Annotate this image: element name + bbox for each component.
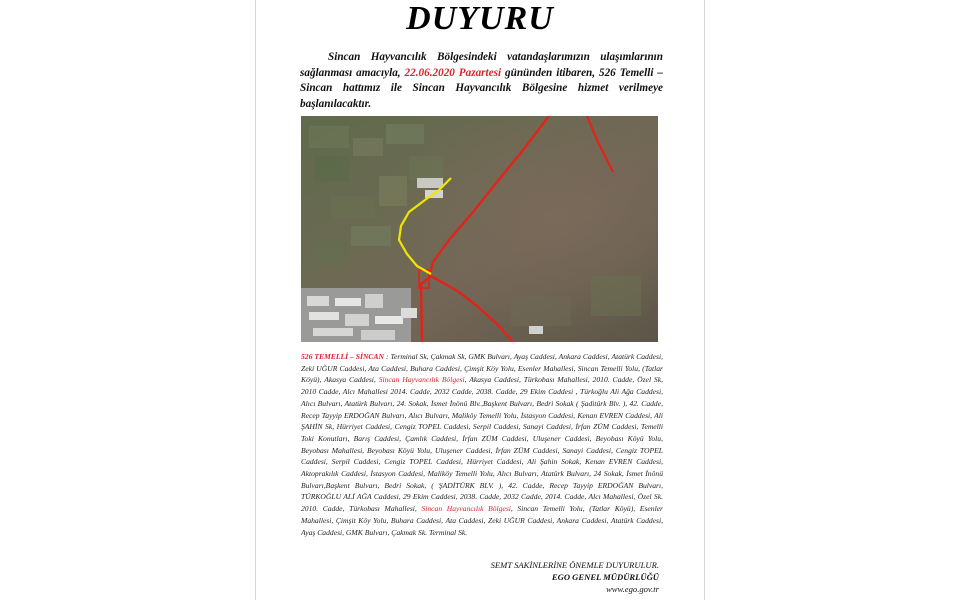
intro-text-2: gününden itibaren, 526 Temelli – Sincan hattımız ile Sincan Hayvancılık Bölgesine hizmet verilmeye başlanılacaktır. xyxy=(300,66,664,110)
footer xyxy=(491,559,659,595)
intro-paragraph xyxy=(300,50,663,112)
route-text-2: , Akasya Caddesi, Türkobası Mahallesi, 2010. Cadde, Özel Sk, 2010 Cadde, Alcı Mahallesi 2014. Cadde, 2032 Cadde, 2038. Cadde, 29 Ekim Caddesi , Türkoğlu Ali Ağa Caddesi, Alıcı Bulvarı, Atatürk Bulvarı, 24. Sokak, İsmet İnönü Blv.,Başkent Bulvarı, Bedri Sokak ( Şaditürk Blv. ), 42. Cadde, Recep Tayyip ERDOĞAN Bulvarı, Alıcı Bulvarı, Maliköy Temelli Yolu, İstasyon Caddesi, Kenan EVREN Caddesi, Ali ŞAHİN Sk, Hürriyet Caddesi, Cengiz TOPEL Caddesi, Serpil Caddesi, Sanayi Caddesi, İrfan ZÜM Caddesi, Temelli Toki Konutları, Barış Caddesi, Çamlık Caddesi, İrfan ZÜM Caddesi, Uluşener Caddesi, Beyobası Köyü Yolu, Beyobası Mahallesi, Beyobası Köyü Yolu, Uluşener Caddesi, İrfan ZÜM Caddesi, Sanayi Caddesi, Cengiz TOPEL Caddesi, Serpil Caddesi, Cengiz TOPEL Caddesi, Hürriyet Caddesi, Ali Şahin Sokak, Kenan EVREN Caddesi, Aktoprakılık Caddesi, İstasyon Caddesi, Maliköy Temelli Yolu, Alıcı Bulvarı, Atatürk Bulvarı, 24 Sokak, İsmet İnönü Bulvarı,Başkent Bulvarı, Bedri Sokak, ( ŞADİTÜRK BLV. ), 42. Cadde, Recep Tayyip ERDOĞAN Bulvarı, TÜRKOĞLU ALİ AĞA Caddesi, 29 Ekim Caddesi, 2038. Cadde, 2032 Cadde, 2014. Cadde, Alcı Mahallesi, Özel Sk. 2010. Cadde, Türkobası Mahallesi, xyxy=(301,375,663,514)
footer-website: www.ego.gov.tr xyxy=(606,584,659,594)
route-text-1: : Terminal Sk, Çakmak Sk, GMK Bulvarı, Ayaş Caddesi, Ankara Caddesi, Atatürk Caddesi, Zeki UĞUR Caddesi, Ata Caddesi, Buhara Caddesi, Çimşit Köy Yolu, Esenler Mahallesi, Sincan Temelli Yolu, (Tatlar Köyü), Akasya Caddesi, xyxy=(301,352,663,385)
route-description xyxy=(301,351,663,538)
route-highlight-2: Sincan Hayvancılık Bölgesi xyxy=(421,504,511,514)
footer-organization: EGO GENEL MÜDÜRLÜĞÜ xyxy=(551,572,659,582)
route-text-3: , Sincan Temelli Yolu, (Tatlar Köyü), Esenler Mahallesi, Çimşit Köy Yolu, Buhara Caddesi, Ata Caddesi, Zeki UĞUR Caddesi, Ankara Caddesi, Atatürk Caddesi, Ayaş Caddesi, GMK Bulvarı, Çakmak Sk. Terminal Sk. xyxy=(301,504,663,537)
route-highlight-1: Sincan Hayvancılık Bölgesi xyxy=(378,375,465,385)
satellite-map xyxy=(301,116,658,342)
intro-text-1: Sincan Hayvancılık Bölgesindeki vatandaşlarımızın ulaşımlarının sağlanması amacıyla, xyxy=(300,51,663,79)
route-heading: 526 TEMELLİ – SİNCAN xyxy=(301,352,385,361)
page-title: DUYURU xyxy=(406,0,554,37)
footer-notice: SEMT SAKİNLERİNE ÖNEMLE DUYURULUR. xyxy=(490,560,659,570)
start-date: 22.06.2020 Pazartesi xyxy=(404,66,502,79)
route-map-image xyxy=(301,116,658,342)
announcement-page xyxy=(255,0,705,600)
